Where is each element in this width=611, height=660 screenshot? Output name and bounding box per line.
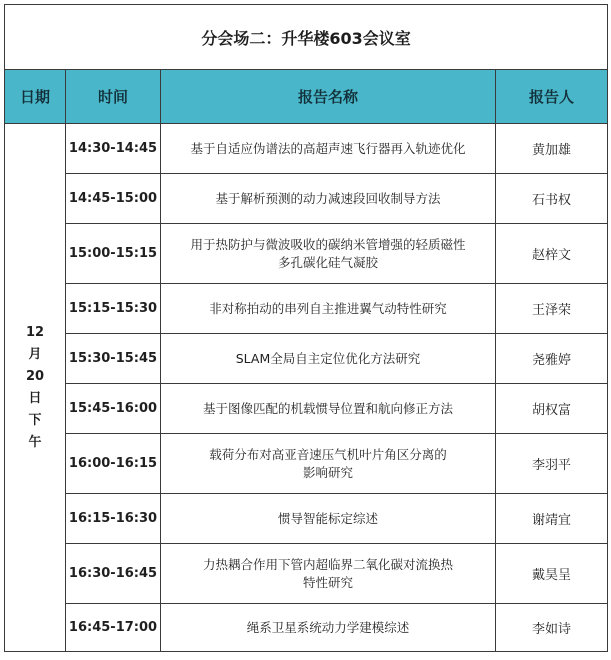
table-row: [5, 334, 608, 384]
schedule-table: [4, 4, 608, 652]
topic-cell: [161, 124, 496, 174]
time-cell: 15:45-16:00: [66, 384, 161, 434]
presenter-cell: 李羽平: [496, 434, 608, 494]
time-cell: 16:00-16:15: [66, 434, 161, 494]
time-cell: 16:30-16:45: [66, 544, 161, 604]
table-row: [5, 124, 608, 174]
presenter-cell: 尧雅婷: [496, 334, 608, 384]
presenter-cell: 黄加雄: [496, 124, 608, 174]
header-date: 日期: [5, 70, 66, 124]
topic-line: 非对称拍动的串列自主推进翼气动特性研究: [209, 300, 447, 316]
time-cell: 14:30-14:45: [66, 124, 161, 174]
topic-line: 惯导智能标定综述: [277, 510, 378, 526]
time-cell: 15:00-15:15: [66, 224, 161, 284]
topic-line: 影响研究: [302, 464, 353, 480]
topic-cell: [161, 384, 496, 434]
table-row: [5, 284, 608, 334]
topic-cell: [161, 174, 496, 224]
time-cell: 14:45-15:00: [66, 174, 161, 224]
date-char: 下: [28, 412, 42, 428]
header-row: [5, 70, 608, 124]
date-char: 月: [28, 346, 42, 362]
topic-cell: [161, 224, 496, 284]
topic-cell: [161, 334, 496, 384]
topic-line: 基于图像匹配的机载惯导位置和航向修正方法: [202, 400, 453, 416]
table-row: [5, 494, 608, 544]
header-time: 时间: [66, 70, 161, 124]
date-char: 午: [28, 434, 42, 450]
topic-line: 特性研究: [302, 574, 353, 590]
date-char: 日: [28, 390, 42, 406]
topic-cell: [161, 434, 496, 494]
topic-cell: [161, 544, 496, 604]
date-char: 12: [25, 324, 45, 340]
presenter-cell: 胡权富: [496, 384, 608, 434]
topic-line: 力热耦合作用下管内超临界二氧化碳对流换热: [202, 556, 453, 572]
topic-line: 载荷分布对高亚音速压气机叶片角区分离的: [209, 446, 447, 462]
presenter-cell: 李如诗: [496, 604, 608, 652]
topic-line: 绳系卫星系统动力学建模综述: [246, 619, 410, 635]
topic-line: 基于自适应伪谱法的高超声速飞行器再入轨迹优化: [190, 140, 466, 156]
topic-line: 用于热防护与微波吸收的碳纳米管增强的轻质磁性: [190, 236, 466, 252]
presenter-cell: 谢靖宜: [496, 494, 608, 544]
presenter-cell: 赵梓文: [496, 224, 608, 284]
table-row: [5, 434, 608, 494]
session-title: 分会场二：升华楼603会议室: [5, 5, 608, 70]
schedule-document: [4, 4, 607, 652]
presenter-cell: 王泽荣: [496, 284, 608, 334]
header-presenter: 报告人: [496, 70, 608, 124]
time-cell: 16:45-17:00: [66, 604, 161, 652]
table-row: [5, 224, 608, 284]
topic-line: SLAM全局自主定位优化方法研究: [235, 350, 421, 366]
table-row: [5, 384, 608, 434]
time-cell: 15:30-15:45: [66, 334, 161, 384]
presenter-cell: 石书权: [496, 174, 608, 224]
topic-cell: [161, 604, 496, 652]
date-char: 20: [25, 368, 45, 384]
title-row: [5, 5, 608, 70]
table-row: [5, 174, 608, 224]
time-cell: 16:15-16:30: [66, 494, 161, 544]
topic-cell: [161, 284, 496, 334]
table-row: [5, 544, 608, 604]
presenter-cell: 戴昊呈: [496, 544, 608, 604]
time-cell: 15:15-15:30: [66, 284, 161, 334]
topic-cell: [161, 494, 496, 544]
date-cell: [5, 124, 66, 652]
table-row: [5, 604, 608, 652]
topic-line: 基于解析预测的动力减速段回收制导方法: [215, 190, 441, 206]
topic-line: 多孔碳化硅气凝胶: [277, 254, 378, 270]
header-topic: 报告名称: [161, 70, 496, 124]
